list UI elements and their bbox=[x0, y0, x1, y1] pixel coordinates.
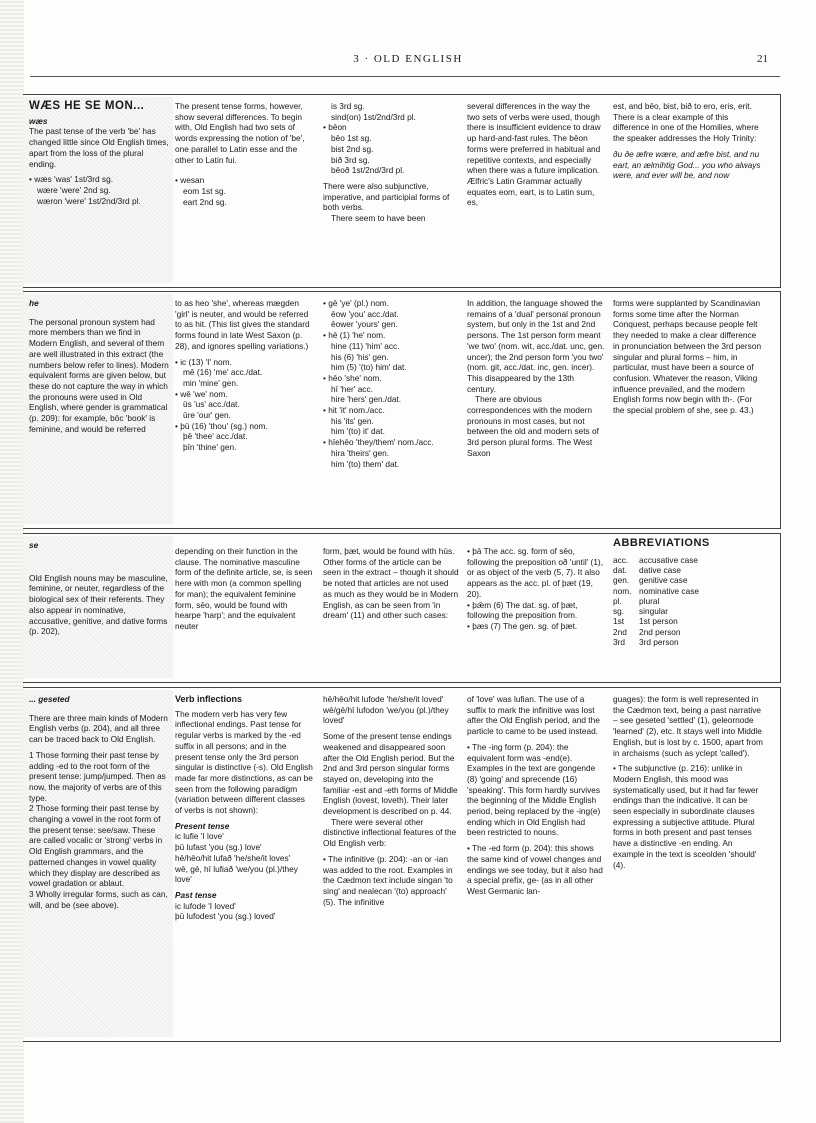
list-item: • þā The acc. sg. form of sēo, following the preposition oð 'until' (1), or as object of the verb (5, 7). It also appears as the acc. pl. of þæt (19, 20). bbox=[467, 546, 603, 599]
list-item: 2 Those forming their past tense by changing a vowel in the root form of the present tense: see/saw. These are called vocalic or 'strong' verbs in Old English grammars, and the patterned changes in vowel quality which they display are described as vowel gradation or ablaut. bbox=[29, 803, 163, 889]
list-item: hire 'hers' gen./dat. bbox=[331, 394, 402, 405]
column-2 bbox=[175, 298, 313, 453]
list-item: wē/gē/hī lufodon 'we/you (pl.)/they loved' bbox=[323, 704, 449, 726]
abbreviation-key: pl. bbox=[613, 595, 622, 606]
abbreviation-value: plural bbox=[639, 595, 660, 606]
list-item: mē (16) 'me' acc./dat. bbox=[183, 367, 263, 378]
column-1 bbox=[23, 294, 173, 524]
list-item: þū lufast 'you (sg.) love' bbox=[175, 842, 262, 853]
list-item: • þǣm (6) The dat. sg. of þæt, following the preposition from. bbox=[467, 599, 578, 621]
list-item: • The -ed form (p. 204): this shows the same kind of vowel changes and endings we see today, but it also had a special prefix, ge- (as in all other West Germanic lan- bbox=[467, 843, 603, 896]
column-4 bbox=[467, 694, 605, 897]
paradigm-heading: Past tense bbox=[175, 889, 217, 900]
abbreviation-value: nominative case bbox=[639, 585, 699, 596]
paragraph: There were several other distinctive inflectional features of the Old English verb: bbox=[323, 816, 457, 849]
list-item: • The subjunctive (p. 216): unlike in Modern English, this mood was systematically used, but it had far fewer endings than the indicative. It can be seen especially in subordinate clauses expressing a subjective attitude. Plural forms in both present and past tenses have a distinctive -en ending. An example in the text is sceolden 'should' (4). bbox=[613, 763, 759, 870]
list-item: hira 'theirs' gen. bbox=[331, 447, 390, 458]
column-4 bbox=[467, 546, 607, 632]
list-item: ūs 'us' acc./dat. bbox=[183, 399, 240, 410]
paragraph: several differences in the way the two sets of verbs were used, though there is insufficient evidence to draw up hard-and-fast rules. The bēon forms were preferred in habitual and repetitive contexts, and especially when there was a future implication. Ælfric's Latin Grammar actually equates eom, eart, is to Latin sum, es, bbox=[467, 101, 601, 208]
abbreviation-row bbox=[613, 555, 773, 565]
section-heading: se bbox=[29, 540, 39, 550]
abbreviations-title: ABBREVIATIONS bbox=[613, 538, 710, 549]
list-item: • hēo 'she' nom. bbox=[323, 372, 382, 383]
paragraph: The present tense forms, however, show several differences. To begin with, Old English had two sets of words expressing the notion of 'be', one parallel to Latin esse and the other to Latin fui. bbox=[175, 101, 305, 165]
page-number: 21 bbox=[757, 53, 768, 65]
abbreviation-key: 3rd bbox=[613, 637, 625, 648]
abbreviation-row bbox=[613, 596, 773, 606]
paragraph: of 'love' was lufian. The use of a suffix to mark the infinitive was lost after the Old English period, and the particle to came to be used instead. bbox=[467, 694, 600, 737]
paragraph: There are three main kinds of Modern English verbs (p. 204), and all three can be traced back to Old English. bbox=[29, 712, 168, 745]
list-item: • The -ing form (p. 204): the equivalent form was -end(e). Examples in the text are gongende (8) 'going' and sprecende (16) 'speaking'. This form hardly survives the beginning of the Middle English period, being replaced by the -ing(e) ending which in Old English had been restricted to nouns. bbox=[467, 741, 601, 838]
paragraph: to as heo 'she', whereas mægden 'girl' is neuter, and would be referred to as hit. (This list gives the standard forms found in late West Saxon (p. 28), and ignores spelling variations.) bbox=[175, 298, 310, 351]
list-item: wæron 'were' 1st/2nd/3rd pl. bbox=[37, 195, 141, 206]
abbreviation-value: 1st person bbox=[639, 616, 678, 627]
list-item: ic lufode 'I loved' bbox=[175, 900, 236, 911]
column-2 bbox=[175, 694, 313, 922]
abbreviation-value: 3rd person bbox=[639, 637, 679, 648]
list-item: is 3rd sg. bbox=[331, 101, 365, 111]
abbreviation-key: 2nd bbox=[613, 626, 627, 637]
paragraph: depending on their function in the clause. The nominative masculine form of the definite article, se, is seen here with mon (a common spelling for man); the equivalent feminine form, sēo, would be found with hearpe 'harp'; and the equivalent neuter bbox=[175, 546, 313, 631]
list-item: • The infinitive (p. 204): -an or -ian was added to the root. Examples in the Cædmon text include singan 'to sing' and nealecan '(to) approach' (5). The infinitive bbox=[323, 853, 453, 907]
abbreviation-row bbox=[613, 565, 773, 575]
paragraph: form, þæt, would be found with hūs. Other forms of the article can be seen in the extract – though it should be noted that articles are not used as much as they would be in Modern English, as can be seen from 'in dream' (11) and other such cases: bbox=[323, 546, 459, 621]
section-heading: ... geseted bbox=[29, 694, 70, 704]
abbreviation-key: gen. bbox=[613, 575, 630, 586]
list-item: bēo 1st sg. bbox=[331, 133, 372, 144]
abbreviation-value: 2nd person bbox=[639, 626, 681, 637]
list-item: min 'mine' gen. bbox=[183, 377, 239, 388]
paragraph: There were also subjunctive, imperative, and participial forms of both verbs. bbox=[323, 180, 450, 213]
list-item: • gē 'ye' (pl.) nom. bbox=[323, 298, 390, 308]
column-5 bbox=[613, 298, 763, 416]
list-item: þīn 'thine' gen. bbox=[183, 442, 237, 453]
column-3 bbox=[323, 101, 459, 224]
column-5 bbox=[613, 101, 763, 181]
column-4 bbox=[467, 101, 605, 208]
list-item: • þū (16) 'thou' (sg.) nom. bbox=[175, 420, 268, 431]
column-4 bbox=[467, 298, 605, 459]
abbreviation-row bbox=[613, 637, 773, 647]
section-se bbox=[23, 533, 781, 683]
list-item: hī 'her' acc. bbox=[331, 383, 373, 394]
paragraph: The modern verb has very few inflectional endings. Past tense for regular verbs is marked by the -ed suffix in all persons; and in the present tense only the 3rd person singular is distinctive (-s). Old English made far more distinctions, as can be seen from the following paradigm (variation between different classes of verbs is not shown): bbox=[175, 708, 313, 816]
abbreviations-box bbox=[613, 538, 773, 647]
column-2 bbox=[175, 546, 313, 632]
abbreviation-key: acc. bbox=[613, 554, 629, 565]
scan-edge-shading bbox=[0, 0, 24, 1123]
list-item: him (5) '(to) him' dat. bbox=[331, 362, 407, 373]
column-1 bbox=[23, 536, 173, 678]
paragraph: Some of the present tense endings weakened and disappeared soon after the Old English period. But the 2nd and 3rd person singular forms stayed on, developing into the familiar -est and -eth forms of Middle English (lovest, loveth). Their later development is described on p. 44. bbox=[323, 731, 458, 817]
list-item: þē 'thee' acc./dat. bbox=[183, 431, 248, 442]
column-1 bbox=[23, 690, 173, 1037]
list-item: • hē (1) 'he' nom. bbox=[323, 330, 386, 341]
section-geseted bbox=[23, 687, 781, 1042]
paragraph: There are obvious correspondences with the modern pronouns in most cases, but not between the old and modern sets of 3rd person plural forms. The West Saxon bbox=[467, 394, 599, 458]
abbreviation-row bbox=[613, 627, 773, 637]
paragraph: wæs bbox=[29, 115, 48, 126]
abbreviation-key: dat. bbox=[613, 565, 627, 575]
list-item: wē, gē, hī lufiað 'we/you (pl.)/they love' bbox=[175, 863, 298, 885]
list-item: • hit 'it' nom./acc. bbox=[323, 405, 385, 416]
list-item: him '(to) them' dat. bbox=[331, 458, 400, 469]
column-3 bbox=[323, 694, 459, 907]
list-item: sind(on) 1st/2nd/3rd pl. bbox=[331, 111, 416, 122]
abbreviation-row bbox=[613, 606, 773, 616]
abbreviation-key: sg. bbox=[613, 606, 625, 617]
section-heading: he bbox=[29, 298, 39, 308]
list-item: 1 Those forming their past tense by adding -ed to the root form of the present tense: jump/jumped. Then as now, the majority of verbs are of this type. bbox=[29, 749, 166, 803]
list-item: • bēon bbox=[323, 122, 347, 133]
abbreviation-value: accusative case bbox=[639, 554, 699, 565]
paradigm-heading: Present tense bbox=[175, 820, 230, 831]
list-item: bēoð 1st/2nd/3rd pl. bbox=[331, 165, 405, 176]
list-item: wære 'were' 2nd sg. bbox=[37, 184, 111, 195]
abbreviation-key: nom. bbox=[613, 585, 632, 596]
paragraph: Old English nouns may be masculine, feminine, or neuter, regardless of the biological sex of their referents. They also appear in nominative, accusative, genitive, and dative forms (p. 202), bbox=[29, 572, 168, 637]
list-item: bið 3rd sg. bbox=[331, 154, 370, 165]
subsection-heading: Verb inflections bbox=[175, 694, 243, 704]
list-item: ēow 'you' acc./dat. bbox=[331, 308, 399, 319]
list-item: ūre 'our' gen. bbox=[183, 410, 231, 421]
list-item: his 'its' gen. bbox=[331, 415, 374, 426]
list-item: bist 2nd sg. bbox=[331, 143, 374, 154]
list-item: hē/hēo/hit lufode 'he/she/it loved' bbox=[323, 694, 444, 704]
abbreviation-value: dative case bbox=[639, 565, 681, 575]
list-item: • þæs (7) The gen. sg. of þæt. bbox=[467, 620, 578, 631]
list-item: • wesan bbox=[175, 175, 205, 186]
running-head: 3 · OLD ENGLISH bbox=[353, 53, 463, 65]
abbreviation-value: genitive case bbox=[639, 575, 688, 586]
list-item: ēower 'yours' gen. bbox=[331, 319, 398, 330]
abbreviation-value: singular bbox=[639, 606, 669, 617]
paragraph: There seem to have been bbox=[331, 213, 426, 224]
list-item: • wæs 'was' 1st/3rd sg. bbox=[29, 174, 113, 185]
column-5 bbox=[613, 694, 763, 870]
list-item: þū lufodest 'you (sg.) loved' bbox=[175, 911, 276, 922]
list-item: eart 2nd sg. bbox=[183, 196, 227, 207]
abbreviation-row bbox=[613, 586, 773, 596]
quotation: ðu ðe æfre wære, and æfre bist, and nu eart, an ælmihtig God... you who always were, and ever will be, and now bbox=[613, 148, 761, 181]
list-item: hē/hēo/hit lufað 'he/she/it loves' bbox=[175, 852, 291, 863]
list-item: him '(to) it' dat. bbox=[331, 426, 385, 437]
page-header bbox=[0, 53, 816, 69]
list-item: ic lufie 'I love' bbox=[175, 831, 224, 842]
column-3 bbox=[323, 298, 459, 469]
paragraph: est, and bēo, bist, bið to ero, eris, erit. There is a clear example of this difference in one of the Homilies, where the speaker addresses the Holy Trinity: bbox=[613, 101, 759, 144]
paragraph: The personal pronoun system had more members than we find in Modern English, and several of them are well illustrated in this extract (the numbers below refer to lines). Modern equivalent forms are given below, but these do not capture the way in which the pronouns were used in Old English, where gender is grammatical (p. 209): for example, bōc 'book' is feminine, and would be referred bbox=[29, 316, 169, 434]
abbreviation-row bbox=[613, 616, 773, 626]
paragraph: forms were supplanted by Scandinavian forms some time after the Norman Conquest, perhaps because people felt they needed to make a clear difference in pronunciation between the 3rd person singular and plural forms – him, in particular, must have been a source of confusion. Whatever the reason, Viking influence prevailed, and the modern English forms now begin with th-. (For the special problem of she, see p. 43.) bbox=[613, 298, 762, 416]
section-heading: WÆS HE SE MON... bbox=[29, 100, 145, 112]
list-item: • ic (13) 'I' nom. bbox=[175, 356, 232, 367]
section-waes bbox=[23, 94, 781, 288]
list-item: 3 Wholly irregular forms, such as can, will, and be (see above). bbox=[29, 888, 168, 910]
abbreviation-row bbox=[613, 575, 773, 585]
header-rule bbox=[30, 76, 780, 77]
column-3 bbox=[323, 546, 459, 621]
abbreviations-list bbox=[613, 555, 773, 648]
list-item: • wē 'we' nom. bbox=[175, 388, 228, 399]
paragraph: In addition, the language showed the remains of a 'dual' personal pronoun system, but only in the 1st and 2nd persons. The 1st person form meant 'we two' (nom. wit, acc./dat. unc, gen. uncer); the 2nd person form 'you two' (nom. git, acc./dat. inc, gen. incer). This disappeared by the 13th century. bbox=[467, 298, 605, 394]
list-item: • hīehēo 'they/them' nom./acc. bbox=[323, 437, 434, 448]
list-item: hine (11) 'him' acc. bbox=[331, 340, 400, 351]
paragraph: The past tense of the verb 'be' has changed little since Old English times, apart from the loss of the plural ending. bbox=[29, 126, 169, 169]
column-2 bbox=[175, 101, 313, 207]
column-1 bbox=[23, 97, 173, 283]
paragraph: guages): the form is well represented in the Cædmon text, being a past narrative – see geseted 'settled' (1), geleornode 'learned' (2), etc. It stays well into Middle English, but is lost by c. 1500, apart from in archaisms (such as yclept 'called'). bbox=[613, 694, 763, 758]
section-he bbox=[23, 291, 781, 529]
list-item: his (6) 'his' gen. bbox=[331, 351, 389, 362]
abbreviation-key: 1st bbox=[613, 616, 625, 627]
list-item: eom 1st sg. bbox=[183, 185, 226, 196]
